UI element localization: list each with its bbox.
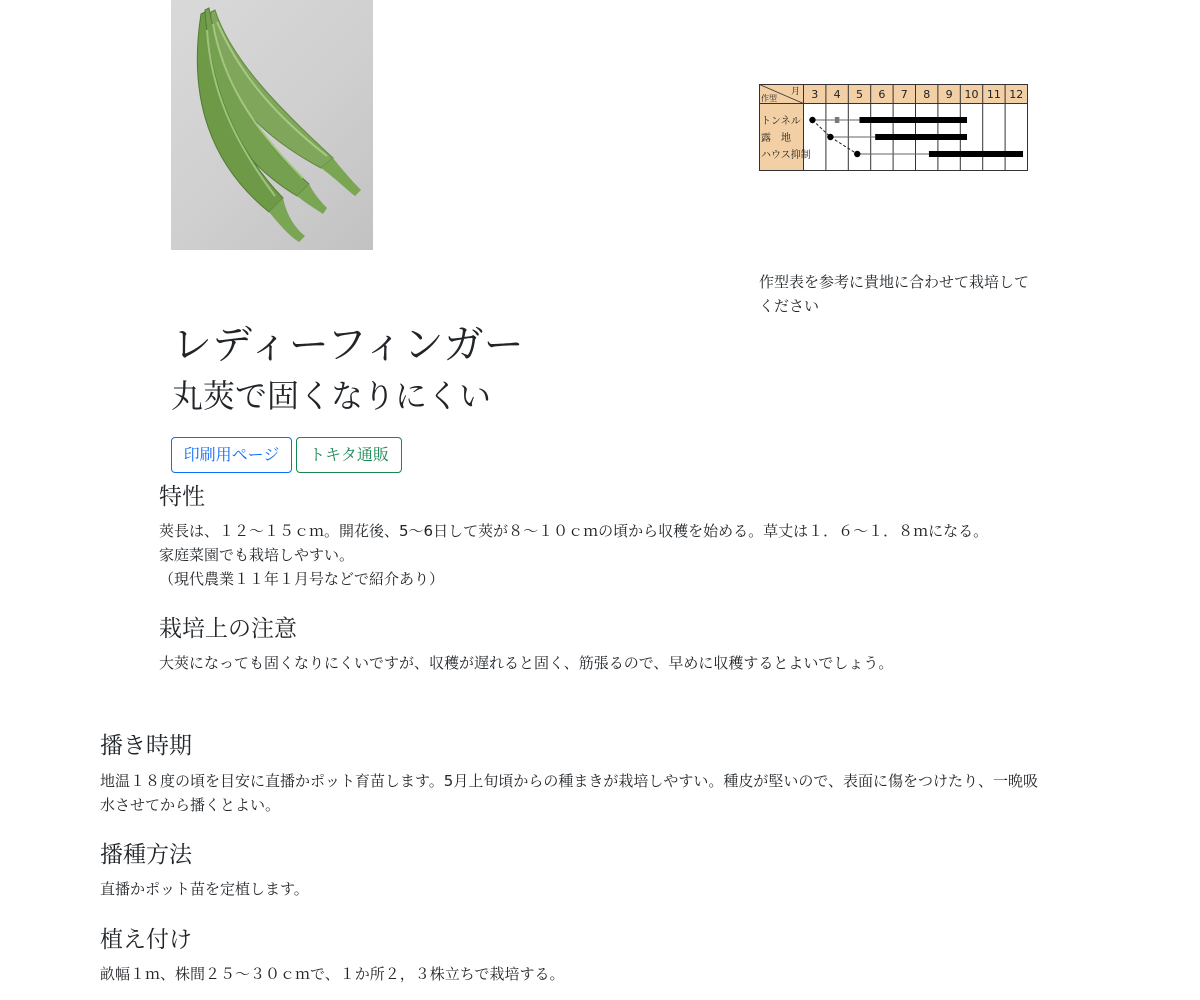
calendar-sowing-dot [809, 117, 815, 123]
cultivation-calendar [759, 84, 1028, 171]
traits-text [159, 519, 988, 591]
calendar-header-crop: 作型 [761, 94, 777, 103]
calendar-harvest-bar [929, 151, 1023, 157]
calendar-month-label: 9 [945, 88, 953, 101]
calendar-month-label: 10 [964, 88, 979, 101]
calendar-row-label: ハウス抑制 [761, 150, 811, 161]
sowing-method-heading: 播種方法 [100, 842, 192, 868]
product-title: レディーフィンガー [172, 322, 524, 368]
cultivation-notes-text: 大莢になっても固くなりにくいですが、収穫が遅れると固く、筋張るので、早めに収穫するとよいでしょう。 [159, 654, 894, 672]
calendar-row-label: 露 地 [761, 133, 791, 144]
calendar-month-label: 3 [811, 88, 819, 101]
planting-heading: 植え付け [100, 927, 192, 953]
calendar-month-label: 5 [856, 88, 863, 101]
cultivation-notes-heading: 栽培上の注意 [159, 616, 297, 642]
calendar-month-label: 6 [878, 88, 886, 101]
okra-photo [171, 0, 373, 250]
traits-line: 家庭菜園でも栽培しやすい。 [159, 546, 355, 564]
product-subtitle: 丸莢で固くなりにくい [171, 377, 492, 415]
traits-heading: 特性 [159, 484, 205, 510]
online-shop-button[interactable]: トキタ通販 [296, 437, 402, 473]
sowing-time-text [100, 769, 1038, 817]
calendar-sowing-dot [854, 151, 860, 157]
traits-line: 莢長は、１２～１５ｃｍ。開花後、5〜6日して莢が８～１０ｃｍの頃から収穫を始める。草丈は１．６～１．８ｍになる。 [159, 522, 989, 540]
calendar-note: 作型表を参考に貴地に合わせて栽培してください [759, 273, 1030, 315]
okra-stem [321, 158, 361, 196]
sowing-time-heading: 播き時期 [100, 733, 192, 759]
calendar-month-label: 12 [1009, 88, 1024, 101]
calendar-harvest-bar [875, 134, 967, 140]
print-page-button[interactable]: 印刷用ページ [171, 437, 292, 473]
traits-line: （現代農業１１年１月号などで紹介あり） [159, 570, 445, 588]
calendar-harvest-bar [860, 117, 968, 123]
calendar-row-label: トンネル [761, 116, 801, 127]
sowing-time-line: 水させてから播くとよい。 [100, 796, 281, 814]
calendar-month-label: 4 [833, 88, 841, 101]
calendar-month-label: 11 [986, 88, 1001, 101]
calendar-sowing-dot [827, 134, 833, 140]
sowing-method-text: 直播かポット苗を定植します。 [100, 880, 309, 898]
planting-text: 畝幅１ｍ、株間２５～３０ｃｍで、１か所２，３株立ちで栽培する。 [100, 965, 565, 983]
calendar-header-month: 月 [791, 87, 801, 97]
calendar-planting-mark [835, 117, 839, 123]
sowing-time-line: 地温１８度の頃を目安に直播かポット育苗します。5月上旬頃からの種まきが栽培しやすい。種皮が堅いので、表面に傷をつけたり、一晩吸 [100, 772, 1039, 790]
calendar-month-label: 7 [900, 88, 908, 101]
product-image [171, 0, 373, 250]
calendar-month-label: 8 [923, 88, 931, 101]
